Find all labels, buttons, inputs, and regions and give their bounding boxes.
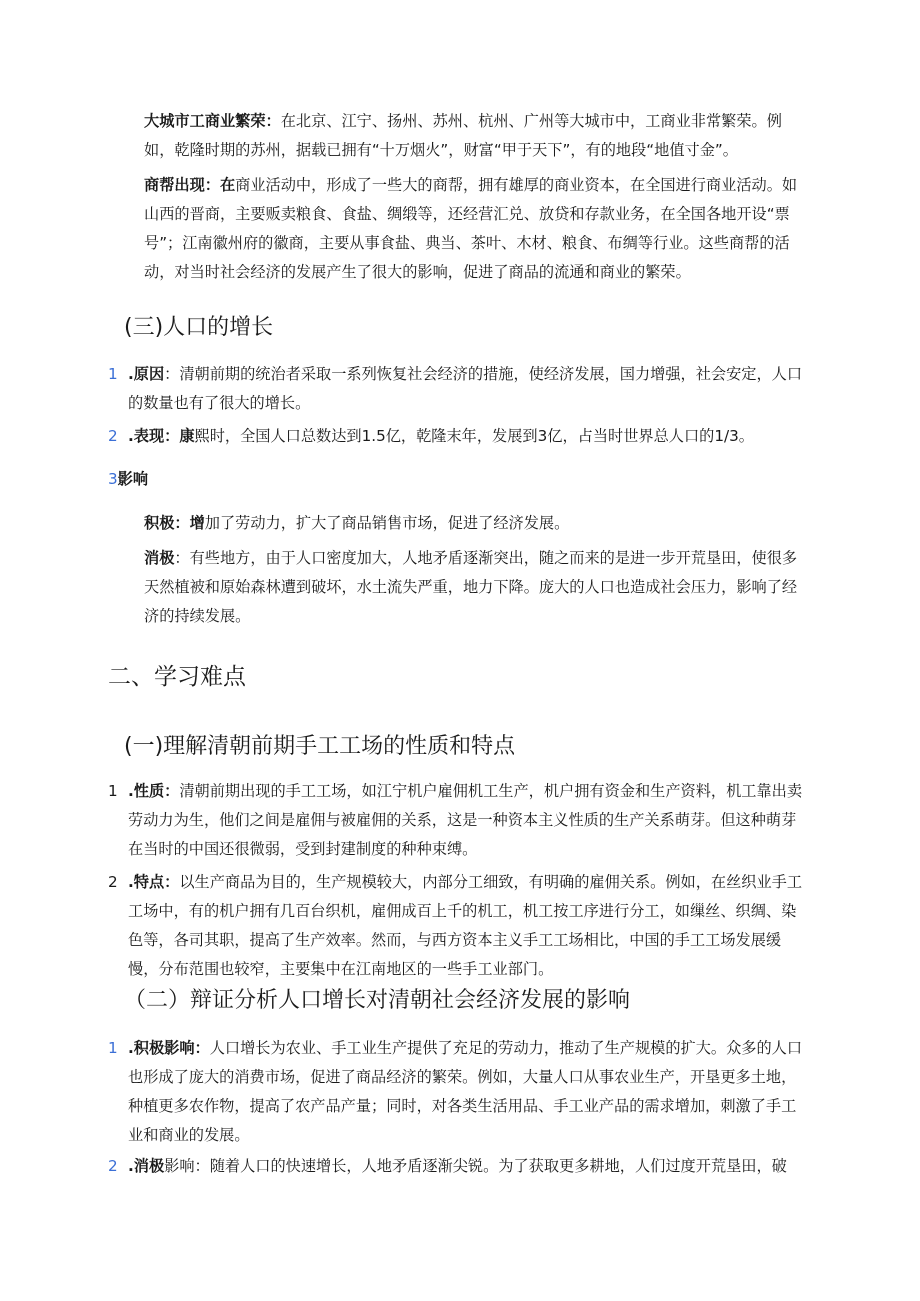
- text-negative: ：有些地方，由于人口密度加大，人地矛盾逐渐突出，随之而来的是进一步开荒垦田，使很多天然植被和原始森林遭到破坏，水土流失严重，地力下降。庞大的人口也造成社会压力，影响了经济的持续发展。: [144, 549, 798, 625]
- label-nature: .性质：: [128, 782, 180, 800]
- list-item-negative-impact: [128, 1152, 804, 1181]
- label-impact: 影响: [117, 470, 149, 488]
- item-number-3: 3: [108, 470, 118, 488]
- item-number-2: 2: [108, 427, 118, 445]
- item-number-d2: 2: [108, 1157, 118, 1175]
- list-item-positive-impact: [128, 1034, 804, 1150]
- text-manifestation: 熙时，全国人口总数达到1.5亿，乾隆末年，发展到3亿，占当时世界总人口的1/3。: [194, 427, 754, 445]
- label-features: .特点：: [128, 873, 180, 891]
- item-number-d1: 1: [108, 1039, 118, 1057]
- text-negative-impact: 影响：随着人口的快速增长，人地矛盾逐渐尖锐。为了获取更多耕地，人们过度开荒垦田，破: [164, 1157, 787, 1175]
- list-item-impact: [108, 465, 148, 494]
- paragraph-city-commerce: [144, 107, 812, 165]
- heading-workshop-nature: (一)理解清朝前期手工工场的性质和特点: [124, 734, 516, 759]
- heading-population-analysis: （二）辩证分析人口增长对清朝社会经济发展的影响: [124, 988, 631, 1013]
- heading-population-growth: (三)人口的增长: [124, 315, 274, 340]
- item-number-1: 1: [108, 365, 118, 383]
- list-item-manifestation: [128, 422, 804, 451]
- text-positive-impact: 人口增长为农业、手工业生产提供了充足的劳动力，推动了生产规模的扩大。众多的人口也形成了庞大的消费市场，促进了商品经济的繁荣。例如，大量人口从事农业生产，开垦更多土地，种植更多农作物，提高了农产品产量；同时，对各类生活用品、手工业产品的需求增加，刺激了手工业和商业的发展。: [128, 1039, 803, 1144]
- item-number-c2: 2: [108, 873, 118, 891]
- item-number-c1: 1: [108, 782, 118, 800]
- label-cause: .原因: [128, 365, 165, 383]
- list-item-nature: [128, 777, 804, 864]
- label-negative: 消极: [144, 549, 175, 567]
- label-city-commerce: 大城市工商业繁荣：: [144, 112, 281, 130]
- text-merchant-guilds: 商业活动中，形成了一些大的商帮，拥有雄厚的商业资本，在全国进行商业活动。如山西的晋商，主要贩卖粮食、食盐、绸缎等，还经营汇兑、放贷和存款业务，在全国各地开设“票号”；江南徽州府的徽商，主要从事食盐、典当、茶叶、木材、粮食、布绸等行业。这些商帮的活动，对当时社会经济的发展产生了很大的影响，促进了商品的流通和商业的繁荣。: [144, 176, 798, 281]
- text-nature: 清朝前期出现的手工工场，如江宁机户雇佣机工生产，机户拥有资金和生产资料，机工靠出卖劳动力为生，他们之间是雇佣与被雇佣的关系，这是一种资本主义性质的生产关系萌芽。但这种萌芽在当时的中国还很微弱，受到封建制度的种种束缚。: [128, 782, 803, 858]
- label-negative-impact: .消极: [128, 1157, 165, 1175]
- list-item-features: [128, 868, 804, 984]
- label-merchant-guilds: 商帮出现：在: [144, 176, 236, 194]
- paragraph-merchant-guilds: [144, 171, 812, 287]
- label-positive: 积极：增: [144, 514, 205, 532]
- list-item-cause: [128, 360, 804, 418]
- text-city-commerce: 在北京、江宁、扬州、苏州、杭州、广州等大城市中，工商业非常繁荣。例如，乾隆时期的苏州，据载已拥有“十万烟火”，财富“甲于天下”，有的地段“地值寸金”。: [144, 112, 782, 159]
- label-positive-impact: .积极影响：: [128, 1039, 210, 1057]
- paragraph-positive: [144, 509, 812, 538]
- text-features: 以生产商品为目的，生产规模较大，内部分工细致，有明确的雇佣关系。例如，在丝织业手工工场中，有的机户拥有几百台织机，雇佣成百上千的机工，机工按工序进行分工，如缫丝、织绸、染色等，各司其职，提高了生产效率。然而，与西方资本主义手工工场相比，中国的手工工场发展缓慢，分布范围也较窄，主要集中在江南地区的一些手工业部门。: [128, 873, 803, 978]
- text-cause: ：清朝前期的统治者采取一系列恢复社会经济的措施，使经济发展，国力增强，社会安定，人口的数量也有了很大的增长。: [128, 365, 803, 412]
- text-positive: 加了劳动力，扩大了商品销售市场，促进了经济发展。: [204, 514, 570, 532]
- label-manifestation: .表现：康: [128, 427, 195, 445]
- paragraph-negative: [144, 544, 812, 631]
- heading-learning-difficulties: 二、学习难点: [108, 664, 246, 690]
